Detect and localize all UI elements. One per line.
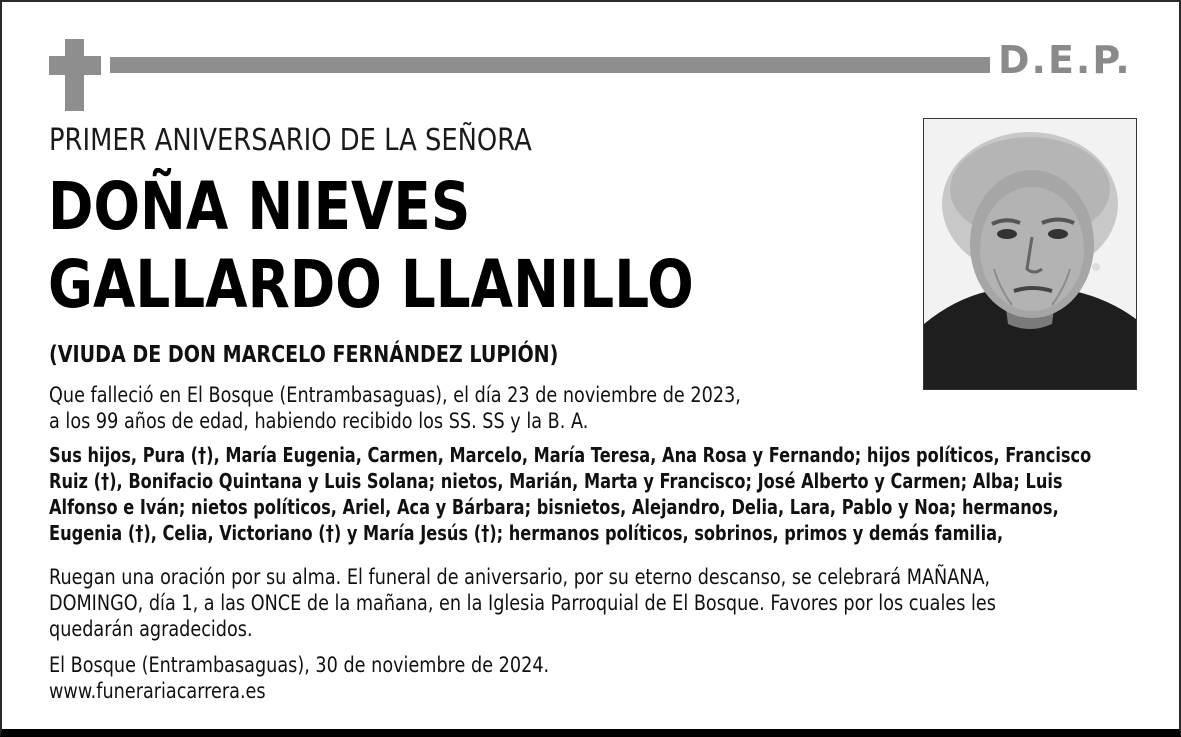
- family-line-2: Ruiz (†), Bonifacio Quintana y Luis Solana; nietos, Marián, Marta y Francisco; José Alberto y Carmen; Alba; Luis: [49, 469, 1063, 493]
- dep-label: D.E.P.: [998, 38, 1132, 82]
- deceased-name: [48, 168, 694, 324]
- name-line-2: GALLARDO LLANILLO: [48, 246, 694, 323]
- death-line-2: a los 99 años de edad, habiendo recibido los SS. SS y la B. A.: [49, 409, 589, 433]
- request-line-3: quedarán agradecidos.: [49, 617, 253, 641]
- portrait-photo: [923, 118, 1137, 390]
- place-date: El Bosque (Entrambasaguas), 30 de noviembre de 2024.: [49, 653, 550, 677]
- family-line-1: Sus hijos, Pura (†), María Eugenia, Carmen, Marcelo, María Teresa, Ana Rosa y Fernando; hijos políticos, Francisco: [49, 443, 1092, 467]
- family-line-3: Alfonso e Iván; nietos políticos, Ariel, Aca y Bárbara; bisnietos, Alejandro, Delia, Lara, Pablo y Noa; hermanos,: [49, 495, 1059, 519]
- widow-note: (VIUDA DE DON MARCELO FERNÁNDEZ LUPIÓN): [49, 342, 559, 368]
- cross-icon: [49, 39, 101, 111]
- request-line-2: DOMINGO, día 1, a las ONCE de la mañana, en la Iglesia Parroquial de El Bosque. Favores por los cuales les: [49, 591, 996, 615]
- website-link[interactable]: www.funerariacarrera.es: [49, 679, 266, 703]
- funeral-request: [49, 564, 996, 642]
- footer: [49, 652, 549, 704]
- name-line-1: DOÑA NIEVES: [48, 168, 471, 245]
- request-line-1: Ruegan una oración por su alma. El funeral de aniversario, por su eterno descanso, se celebrará MAÑANA,: [49, 565, 991, 589]
- family-list: [49, 442, 1091, 546]
- portrait-image: [924, 119, 1136, 389]
- header-rule: [110, 57, 990, 73]
- death-details: [49, 382, 741, 434]
- intro-heading: PRIMER ANIVERSARIO DE LA SEÑORA: [49, 123, 532, 158]
- family-line-4: Eugenia (†), Celia, Victoriano (†) y María Jesús (†); hermanos políticos, sobrinos, primos y demás familia,: [49, 521, 1004, 545]
- death-line-1: Que falleció en El Bosque (Entrambasaguas), el día 23 de noviembre de 2023,: [49, 383, 741, 407]
